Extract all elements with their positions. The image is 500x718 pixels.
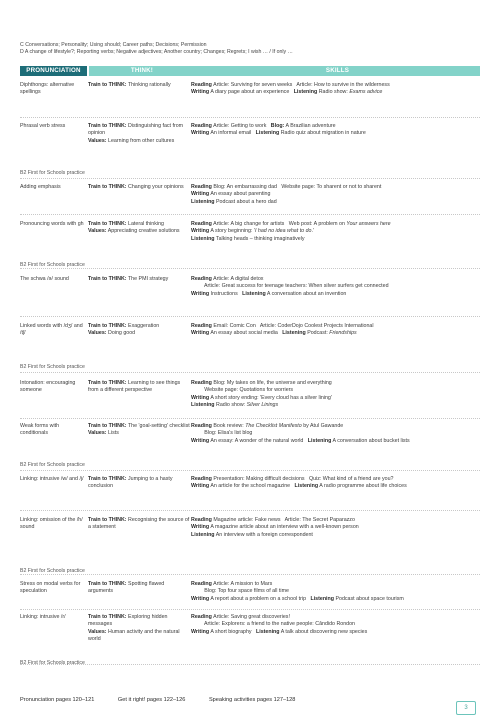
think-cell	[88, 221, 190, 236]
skills-text: Writing	[191, 483, 210, 490]
skills-cell	[191, 276, 481, 298]
think-item	[88, 629, 190, 644]
skills-text: A diary page about an experience	[209, 89, 294, 96]
think-cell	[88, 517, 190, 532]
think-item	[88, 517, 190, 532]
skills-text: A short biography	[209, 628, 256, 635]
skills-text: Reading	[191, 581, 212, 587]
skills-text: Writing	[191, 628, 210, 635]
skills-text: A report about a problem on a school trip	[209, 595, 311, 602]
pronunciation-cell: Linking: intrusive /w/ and /j/	[20, 476, 84, 482]
skills-text: A radio programme about life choices	[318, 483, 407, 490]
think-label: Train to THINK:	[88, 323, 127, 329]
skills-text: Reading	[191, 82, 212, 88]
think-label: Train to THINK:	[88, 184, 127, 190]
skills-text: Writing	[191, 228, 210, 235]
header-skills: SKILLS	[195, 66, 480, 76]
row-divider	[20, 117, 480, 118]
skills-text: Blog: An embarrassing dad Website page: To sharent or not to sharent	[211, 184, 382, 190]
skills-text: Your answers here	[346, 221, 391, 227]
think-cell	[88, 323, 190, 338]
skills-text: A conversation about bucket lists	[331, 437, 410, 444]
skills-text: Reading	[191, 276, 212, 282]
think-label: Values:	[88, 628, 107, 635]
skills-line	[191, 524, 481, 531]
think-text: Changing your opinions	[126, 184, 184, 190]
skills-text: An essay about parenting	[209, 191, 271, 198]
skills-text: Blog: My takes on life, the universe and everything	[211, 380, 332, 386]
row-divider	[20, 664, 480, 665]
think-cell	[88, 380, 190, 395]
skills-text: Podcast about space tourism	[334, 595, 404, 602]
skills-text: Silver Linings	[246, 401, 279, 408]
grammar-line-c: C Conversations; Personality; Using should; Career paths; Decisions; Permission	[20, 42, 207, 48]
think-text: Doing good	[106, 330, 136, 337]
skills-text: Reading	[191, 423, 212, 429]
think-item	[88, 476, 190, 491]
practice-label: B2 First for Schools practice	[20, 568, 85, 574]
skills-line	[191, 629, 481, 636]
pronunciation-cell: Intonation: encouraging someone	[20, 380, 76, 394]
skills-line	[191, 323, 481, 330]
row-divider	[20, 372, 480, 373]
think-text: The PMI strategy	[126, 276, 169, 282]
footer-speaking[interactable]: Speaking activities pages 127–128	[208, 697, 296, 703]
skills-line	[191, 395, 481, 402]
skills-text: Radio show:	[317, 89, 350, 96]
skills-text: Blog: Top four space films of all time	[191, 588, 289, 595]
skills-text: Listening	[293, 89, 318, 96]
think-label: Values:	[88, 228, 107, 235]
skills-text: An article for the school magazine	[209, 483, 295, 490]
pronunciation-cell: Weak forms with conditionals	[20, 423, 60, 437]
footer-pronunciation[interactable]: Pronunciation pages 120–121	[20, 697, 95, 703]
think-cell	[88, 184, 190, 191]
skills-line	[191, 82, 481, 89]
skills-text: Listening	[191, 198, 215, 205]
skills-cell	[191, 517, 481, 539]
skills-text: Reading	[191, 614, 212, 620]
skills-text: A talk about discovering new species	[279, 628, 368, 635]
skills-text: A short story ending: 'Every cloud has a silver lining'	[209, 394, 332, 401]
page-number: 3	[456, 701, 476, 715]
think-cell	[88, 614, 190, 643]
think-text: Exploring hidden messages	[88, 614, 168, 628]
skills-line	[191, 476, 481, 483]
skills-text: Article: Great success for teenage teachers: When silver surfers get connected	[191, 283, 389, 290]
skills-text: Listening	[191, 235, 215, 242]
think-item	[88, 184, 190, 191]
think-item	[88, 430, 190, 437]
skills-text: Blog: Elisa's list blog	[191, 430, 253, 437]
skills-line	[191, 402, 481, 409]
think-label: Train to THINK:	[88, 276, 127, 282]
skills-text: Radio show:	[214, 401, 247, 408]
skills-text: Blog:	[270, 123, 285, 129]
practice-label: B2 First for Schools practice	[20, 364, 85, 370]
skills-line	[191, 283, 481, 290]
skills-text: Reading	[191, 123, 212, 129]
skills-text: Writing	[191, 437, 210, 444]
skills-text: Article: A big change for artists Web post: A problem on	[211, 221, 347, 227]
think-cell	[88, 423, 190, 438]
think-item	[88, 423, 190, 430]
skills-text: Listening	[191, 531, 215, 538]
think-text: The 'goal-setting' checklist	[126, 423, 190, 429]
think-item	[88, 138, 190, 145]
skills-text: An informal email	[209, 130, 256, 137]
skills-line	[191, 380, 481, 387]
skills-cell	[191, 323, 481, 338]
skills-line	[191, 130, 481, 137]
skills-text: .'	[311, 228, 314, 235]
think-text: Jumping to a hasty conclusion	[88, 476, 173, 490]
think-item	[88, 228, 190, 235]
think-label: Train to THINK:	[88, 380, 127, 386]
skills-text: Writing	[191, 394, 210, 401]
skills-text: Article: Surviving for seven weeks Article: How to survive in the wilderness	[211, 82, 390, 88]
skills-line	[191, 387, 481, 394]
skills-text: A story beginning: '	[209, 228, 255, 235]
pronunciation-cell: Diphthongs: alternative spellings	[20, 82, 75, 96]
think-label: Values:	[88, 430, 107, 437]
skills-text: Friendships	[329, 330, 357, 337]
skills-line	[191, 596, 481, 603]
pronunciation-cell: Stress on modal verbs for speculation	[20, 581, 81, 595]
skills-text: Book review:	[211, 423, 246, 429]
skills-line	[191, 581, 481, 588]
think-item	[88, 276, 190, 283]
row-divider	[20, 178, 480, 179]
pronunciation-cell: Phrasal verb stress	[20, 123, 66, 129]
skills-text: Article: Getting to work	[211, 123, 271, 129]
skills-line	[191, 532, 481, 539]
practice-label: B2 First for Schools practice	[20, 262, 85, 268]
skills-line	[191, 236, 481, 243]
skills-text: Writing	[191, 330, 210, 337]
row-divider	[20, 316, 480, 317]
skills-text: Article: Saving great discoveries!	[211, 614, 290, 620]
think-cell	[88, 276, 190, 283]
think-label: Train to THINK:	[88, 123, 127, 129]
header-think: THINK!	[89, 66, 195, 76]
think-item	[88, 614, 190, 629]
pronunciation-cell: Linking: intrusive /r/	[20, 614, 66, 620]
pronunciation-cell: Pronouncing words with gh	[20, 221, 84, 227]
skills-text: An essay about social media	[209, 330, 283, 337]
think-text: Thinking rationally	[126, 82, 171, 88]
skills-text: Radio quiz about migration in nature	[279, 130, 366, 137]
skills-cell	[191, 184, 481, 206]
skills-line	[191, 228, 481, 235]
skills-text: Writing	[191, 524, 210, 531]
skills-text: Listening	[255, 628, 280, 635]
skills-text: Listening	[255, 130, 280, 137]
think-text: Spotting flawed arguments	[88, 581, 165, 595]
skills-line	[191, 89, 481, 96]
skills-cell	[191, 581, 481, 603]
skills-text: Listening	[310, 595, 334, 602]
think-cell	[88, 476, 190, 491]
pronunciation-cell: Adding emphasis	[20, 184, 61, 190]
skills-line	[191, 621, 481, 628]
skills-text: An interview with a foreign correspondent	[214, 531, 313, 538]
skills-cell	[191, 82, 481, 97]
skills-line	[191, 483, 481, 490]
skills-text: Podcast:	[305, 330, 330, 337]
think-label: Train to THINK:	[88, 581, 127, 587]
row-divider	[20, 574, 480, 575]
skills-line	[191, 517, 481, 524]
footer-get-it-right[interactable]: Get it right! pages 122–126	[117, 697, 186, 703]
skills-cell	[191, 380, 481, 409]
skills-text: Listening	[294, 483, 319, 490]
skills-text: Reading	[191, 323, 212, 329]
practice-label: B2 First for Schools practice	[20, 170, 85, 176]
think-label: Values:	[88, 330, 107, 337]
pronunciation-cell: The schwa /ə/ sound	[20, 276, 69, 282]
row-divider	[20, 470, 480, 471]
skills-line	[191, 291, 481, 298]
think-cell	[88, 581, 190, 596]
think-item	[88, 323, 190, 330]
skills-text: Podcast about a hero dad	[214, 198, 277, 205]
skills-cell	[191, 123, 481, 138]
skills-line	[191, 276, 481, 283]
skills-line	[191, 430, 481, 437]
skills-cell	[191, 614, 481, 636]
think-label: Train to THINK:	[88, 221, 127, 227]
think-item	[88, 581, 190, 596]
skills-text: Listening	[282, 330, 306, 337]
pronunciation-cell: Linked words with /dʒ/ and /tʃ/	[20, 323, 83, 337]
think-text: Exaggeration	[126, 323, 160, 329]
skills-text: A Brazilian adventure	[284, 123, 336, 129]
skills-line	[191, 614, 481, 621]
skills-text: by Atul Gawande	[301, 423, 344, 429]
skills-text: Instructions	[209, 290, 243, 297]
skills-line	[191, 191, 481, 198]
row-divider	[20, 609, 480, 610]
skills-text: Article: Explorers: a friend to the native people: Cândido Rondon	[191, 621, 356, 628]
skills-text: Listening	[242, 290, 266, 297]
skills-text: Reading	[191, 184, 212, 190]
skills-cell	[191, 423, 481, 445]
skills-text: Exams advice	[349, 89, 383, 96]
skills-text: Listening	[191, 401, 215, 408]
skills-text: Reading	[191, 517, 212, 523]
think-item	[88, 123, 190, 138]
skills-text: A conversation about an invention	[265, 290, 347, 297]
skills-line	[191, 438, 481, 445]
think-label: Train to THINK:	[88, 82, 127, 88]
skills-text: Listening	[307, 437, 332, 444]
skills-line	[191, 184, 481, 191]
skills-line	[191, 221, 481, 228]
think-label: Train to THINK:	[88, 476, 127, 482]
think-text: Distinguishing fact from opinion	[88, 123, 184, 137]
row-divider	[20, 214, 480, 215]
skills-line	[191, 123, 481, 130]
skills-text: Reading	[191, 221, 212, 227]
pronunciation-cell: Linking: omission of the /h/ sound	[20, 517, 83, 531]
skills-text: Writing	[191, 290, 210, 297]
skills-line	[191, 588, 481, 595]
skills-text: I had no idea what to do	[254, 228, 312, 235]
row-divider	[20, 418, 480, 419]
think-item	[88, 380, 190, 395]
think-text: Recognising the source of a statement	[88, 517, 190, 531]
think-label: Train to THINK:	[88, 517, 127, 523]
think-label: Train to THINK:	[88, 614, 127, 620]
practice-label: B2 First for Schools practice	[20, 462, 85, 468]
skills-text: Article: A digital detox	[211, 276, 264, 282]
skills-line	[191, 199, 481, 206]
think-label: Train to THINK:	[88, 423, 127, 429]
think-text: Learning to see things from a different perspective	[88, 380, 181, 394]
think-text: Appreciating creative solutions	[106, 228, 180, 235]
row-divider	[20, 510, 480, 511]
think-text: Human activity and the natural world	[88, 628, 180, 642]
skills-text: Writing	[191, 191, 210, 198]
skills-text: Website page: Quotations for worriers	[191, 387, 294, 394]
grammar-summary	[20, 42, 293, 57]
think-text: Learning from other cultures	[106, 137, 175, 144]
header-pronunciation: PRONUNCIATION	[20, 66, 87, 76]
skills-text: Talking heads – thinking imaginatively	[214, 235, 305, 242]
think-item	[88, 221, 190, 228]
think-label: Values:	[88, 137, 107, 144]
skills-text: The Checklist Manifesto	[245, 423, 302, 429]
grammar-line-d: D A change of lifestyle?; Reporting verbs; Negative adjectives; Another country; Changes; Regrets; I wish … / If only …	[20, 49, 293, 56]
skills-text: Presentation: Making difficult decisions Quiz: What kind of a friend are you?	[211, 476, 394, 482]
skills-cell	[191, 221, 481, 243]
think-cell	[88, 82, 190, 89]
skills-text: Email: Comic Con Article: CoderDojo Coolest Projects International	[211, 323, 374, 329]
think-text: Lateral thinking	[126, 221, 164, 227]
think-text: Lists	[106, 430, 119, 437]
skills-text: Writing	[191, 89, 210, 96]
skills-cell	[191, 476, 481, 491]
skills-line	[191, 330, 481, 337]
table-header	[20, 66, 480, 76]
footer-links	[20, 697, 317, 703]
skills-text: Magazine article: Fake news Article: The Secret Paparazzo	[211, 517, 355, 523]
skills-text: Writing	[191, 130, 210, 137]
skills-text: An essay: A wonder of the natural world	[209, 437, 308, 444]
row-divider	[20, 268, 480, 269]
think-cell	[88, 123, 190, 145]
practice-label: B2 First for Schools practice	[20, 660, 85, 666]
skills-text: Reading	[191, 380, 212, 386]
think-item	[88, 82, 190, 89]
skills-text: A magazine article about an interview with a well-known person	[209, 524, 359, 531]
skills-text: Writing	[191, 595, 210, 602]
skills-text: Reading	[191, 476, 212, 482]
skills-line	[191, 423, 481, 430]
skills-text: Article: A mission to Mars	[211, 581, 273, 587]
think-item	[88, 330, 190, 337]
